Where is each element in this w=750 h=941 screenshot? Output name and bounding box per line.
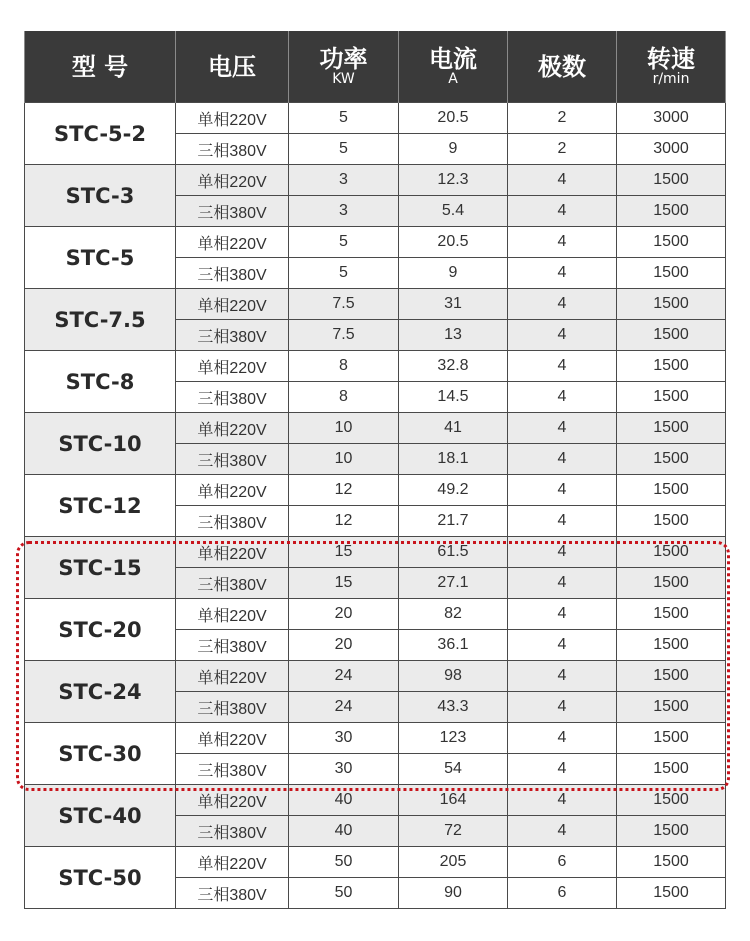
cell-phase: 三相380V — [176, 506, 289, 537]
cell-speed: 1500 — [617, 847, 726, 878]
cell-power: 8 — [289, 351, 399, 382]
spec-table — [24, 31, 726, 909]
cell-phase: 三相380V — [176, 630, 289, 661]
cell-current: 43.3 — [399, 692, 508, 723]
cell-current: 32.8 — [399, 351, 508, 382]
cell-power: 5 — [289, 258, 399, 289]
cell-power: 20 — [289, 599, 399, 630]
cell-poles: 2 — [508, 134, 617, 165]
cell-phase: 单相220V — [176, 537, 289, 568]
cell-poles: 4 — [508, 258, 617, 289]
header-voltage: 电压 — [176, 31, 289, 103]
model-name: STC-12 — [25, 475, 176, 537]
cell-power: 15 — [289, 537, 399, 568]
cell-speed: 1500 — [617, 320, 726, 351]
cell-speed: 1500 — [617, 413, 726, 444]
cell-speed: 1500 — [617, 196, 726, 227]
cell-power: 5 — [289, 103, 399, 134]
cell-speed: 1500 — [617, 785, 726, 816]
cell-phase: 单相220V — [176, 785, 289, 816]
cell-poles: 6 — [508, 847, 617, 878]
model-name: STC-40 — [25, 785, 176, 847]
cell-power: 3 — [289, 196, 399, 227]
cell-power: 12 — [289, 475, 399, 506]
cell-power: 40 — [289, 816, 399, 847]
cell-current: 205 — [399, 847, 508, 878]
cell-current: 21.7 — [399, 506, 508, 537]
cell-phase: 三相380V — [176, 878, 289, 909]
cell-speed: 3000 — [617, 134, 726, 165]
table-row — [25, 847, 726, 878]
cell-poles: 4 — [508, 568, 617, 599]
table-row — [25, 351, 726, 382]
model-name: STC-50 — [25, 847, 176, 909]
cell-speed: 1500 — [617, 568, 726, 599]
cell-phase: 三相380V — [176, 816, 289, 847]
cell-speed: 1500 — [617, 754, 726, 785]
cell-speed: 1500 — [617, 444, 726, 475]
model-name: STC-30 — [25, 723, 176, 785]
cell-poles: 4 — [508, 506, 617, 537]
cell-power: 50 — [289, 847, 399, 878]
cell-phase: 单相220V — [176, 351, 289, 382]
table-row — [25, 165, 726, 196]
header-speed-unit: r/min — [652, 71, 690, 87]
cell-current: 82 — [399, 599, 508, 630]
table-row — [25, 599, 726, 630]
model-name: STC-7.5 — [25, 289, 176, 351]
cell-poles: 4 — [508, 537, 617, 568]
cell-poles: 4 — [508, 320, 617, 351]
cell-phase: 单相220V — [176, 723, 289, 754]
cell-poles: 4 — [508, 196, 617, 227]
cell-poles: 4 — [508, 475, 617, 506]
table-row — [25, 661, 726, 692]
cell-power: 15 — [289, 568, 399, 599]
cell-poles: 4 — [508, 630, 617, 661]
cell-phase: 单相220V — [176, 103, 289, 134]
cell-power: 24 — [289, 692, 399, 723]
cell-speed: 1500 — [617, 475, 726, 506]
cell-phase: 三相380V — [176, 196, 289, 227]
cell-power: 7.5 — [289, 289, 399, 320]
cell-power: 10 — [289, 444, 399, 475]
table-row — [25, 475, 726, 506]
model-name: STC-10 — [25, 413, 176, 475]
header-current-unit: A — [448, 71, 458, 87]
header-poles: 极数 — [508, 31, 617, 103]
header-power-unit: KW — [332, 71, 355, 87]
cell-poles: 2 — [508, 103, 617, 134]
cell-speed: 1500 — [617, 382, 726, 413]
cell-speed: 1500 — [617, 661, 726, 692]
cell-phase: 三相380V — [176, 692, 289, 723]
cell-poles: 4 — [508, 599, 617, 630]
table-row — [25, 413, 726, 444]
cell-poles: 4 — [508, 165, 617, 196]
header-model: 型 号 — [25, 31, 176, 103]
table-row — [25, 785, 726, 816]
cell-current: 36.1 — [399, 630, 508, 661]
cell-poles: 4 — [508, 754, 617, 785]
cell-phase: 单相220V — [176, 289, 289, 320]
cell-power: 10 — [289, 413, 399, 444]
cell-power: 8 — [289, 382, 399, 413]
cell-phase: 三相380V — [176, 568, 289, 599]
cell-power: 7.5 — [289, 320, 399, 351]
cell-speed: 1500 — [617, 692, 726, 723]
cell-poles: 4 — [508, 816, 617, 847]
cell-phase: 三相380V — [176, 754, 289, 785]
cell-current: 9 — [399, 134, 508, 165]
cell-power: 24 — [289, 661, 399, 692]
cell-speed: 1500 — [617, 816, 726, 847]
cell-current: 61.5 — [399, 537, 508, 568]
model-name: STC-3 — [25, 165, 176, 227]
model-name: STC-5-2 — [25, 103, 176, 165]
cell-phase: 三相380V — [176, 134, 289, 165]
cell-current: 98 — [399, 661, 508, 692]
cell-current: 27.1 — [399, 568, 508, 599]
header-row — [25, 31, 726, 103]
cell-speed: 1500 — [617, 537, 726, 568]
cell-current: 12.3 — [399, 165, 508, 196]
cell-speed: 1500 — [617, 289, 726, 320]
cell-poles: 6 — [508, 878, 617, 909]
cell-power: 12 — [289, 506, 399, 537]
cell-speed: 1500 — [617, 599, 726, 630]
cell-phase: 三相380V — [176, 382, 289, 413]
cell-poles: 4 — [508, 785, 617, 816]
cell-poles: 4 — [508, 444, 617, 475]
header-power: 功率 KW — [289, 31, 399, 103]
cell-current: 14.5 — [399, 382, 508, 413]
cell-current: 9 — [399, 258, 508, 289]
cell-speed: 1500 — [617, 506, 726, 537]
cell-speed: 1500 — [617, 165, 726, 196]
cell-power: 20 — [289, 630, 399, 661]
cell-current: 18.1 — [399, 444, 508, 475]
cell-current: 90 — [399, 878, 508, 909]
spec-table-body — [25, 103, 726, 909]
cell-phase: 单相220V — [176, 413, 289, 444]
cell-power: 40 — [289, 785, 399, 816]
cell-power: 50 — [289, 878, 399, 909]
cell-current: 41 — [399, 413, 508, 444]
cell-current: 5.4 — [399, 196, 508, 227]
cell-current: 13 — [399, 320, 508, 351]
cell-poles: 4 — [508, 413, 617, 444]
cell-phase: 单相220V — [176, 599, 289, 630]
cell-phase: 单相220V — [176, 661, 289, 692]
cell-poles: 4 — [508, 351, 617, 382]
cell-current: 20.5 — [399, 103, 508, 134]
cell-phase: 三相380V — [176, 258, 289, 289]
cell-speed: 1500 — [617, 258, 726, 289]
cell-poles: 4 — [508, 661, 617, 692]
cell-power: 5 — [289, 134, 399, 165]
cell-phase: 单相220V — [176, 165, 289, 196]
cell-speed: 1500 — [617, 878, 726, 909]
cell-current: 54 — [399, 754, 508, 785]
cell-poles: 4 — [508, 227, 617, 258]
cell-power: 30 — [289, 723, 399, 754]
table-row — [25, 289, 726, 320]
cell-current: 49.2 — [399, 475, 508, 506]
cell-power: 3 — [289, 165, 399, 196]
cell-speed: 1500 — [617, 630, 726, 661]
cell-phase: 单相220V — [176, 475, 289, 506]
cell-poles: 4 — [508, 382, 617, 413]
cell-speed: 3000 — [617, 103, 726, 134]
model-name: STC-8 — [25, 351, 176, 413]
cell-speed: 1500 — [617, 351, 726, 382]
cell-poles: 4 — [508, 723, 617, 754]
cell-phase: 单相220V — [176, 847, 289, 878]
cell-current: 31 — [399, 289, 508, 320]
model-name: STC-24 — [25, 661, 176, 723]
cell-phase: 三相380V — [176, 320, 289, 351]
cell-speed: 1500 — [617, 723, 726, 754]
cell-poles: 4 — [508, 289, 617, 320]
cell-power: 30 — [289, 754, 399, 785]
model-name: STC-20 — [25, 599, 176, 661]
cell-phase: 单相220V — [176, 227, 289, 258]
header-current: 电流 A — [399, 31, 508, 103]
header-speed: 转速 r/min — [617, 31, 726, 103]
cell-current: 123 — [399, 723, 508, 754]
cell-current: 164 — [399, 785, 508, 816]
cell-power: 5 — [289, 227, 399, 258]
cell-current: 20.5 — [399, 227, 508, 258]
model-name: STC-5 — [25, 227, 176, 289]
model-name: STC-15 — [25, 537, 176, 599]
table-row — [25, 227, 726, 258]
cell-speed: 1500 — [617, 227, 726, 258]
cell-poles: 4 — [508, 692, 617, 723]
table-row — [25, 103, 726, 134]
cell-phase: 三相380V — [176, 444, 289, 475]
table-row — [25, 723, 726, 754]
cell-current: 72 — [399, 816, 508, 847]
table-row — [25, 537, 726, 568]
